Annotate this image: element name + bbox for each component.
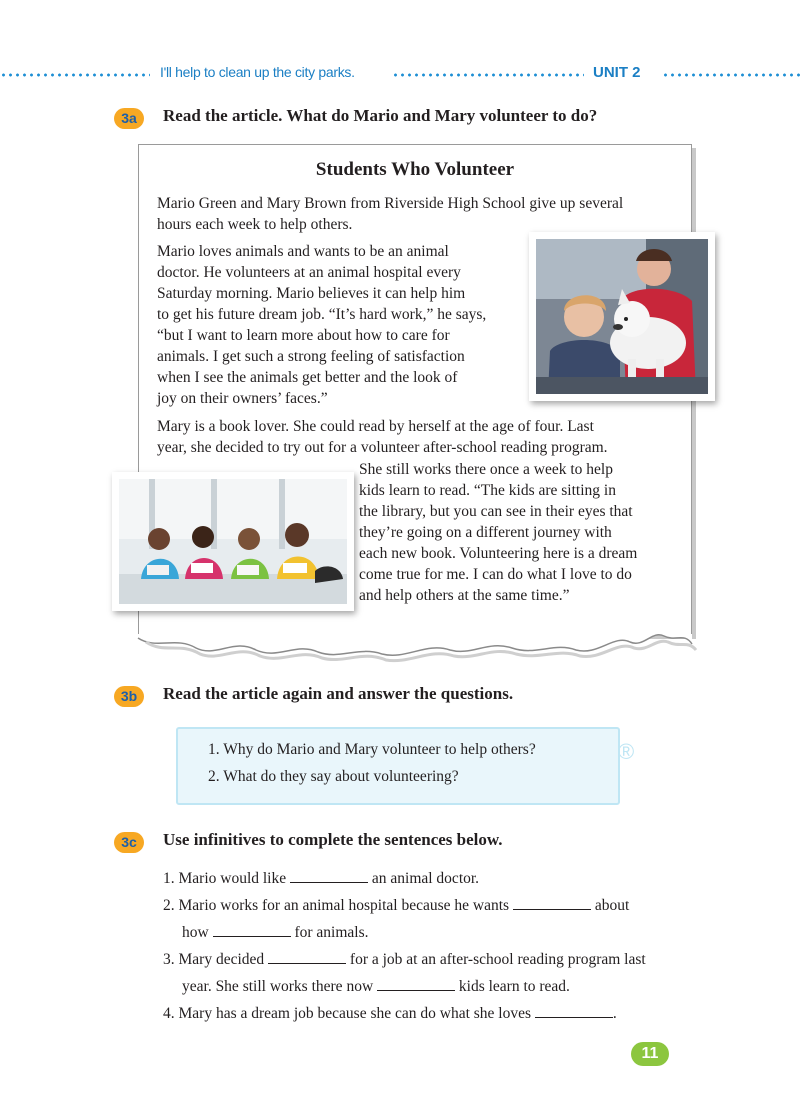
sentence-text: 1. Mario would like bbox=[163, 870, 290, 887]
text-line: joy on their owners’ faces.” bbox=[157, 390, 328, 407]
sentence-text: 3. Mary decided bbox=[163, 951, 269, 968]
answer-blank[interactable] bbox=[213, 922, 291, 937]
answer-blank[interactable] bbox=[377, 976, 455, 991]
article-paragraph-3 bbox=[157, 416, 608, 458]
text-line: She still works there once a week to help bbox=[359, 461, 613, 478]
instruction-3b: Read the article again and answer the questions. bbox=[163, 684, 514, 703]
sentence-text: kids learn to read. bbox=[455, 978, 570, 995]
text-line: Mario Green and Mary Brown from Riverside High School give up several bbox=[157, 195, 624, 212]
sentence-4 bbox=[163, 1003, 617, 1024]
answer-blank[interactable] bbox=[535, 1003, 613, 1018]
text-line: come true for me. I can do what I love to do bbox=[359, 566, 632, 583]
photo-kids-reading bbox=[112, 472, 354, 611]
instruction-3a: Read the article. What do Mario and Mary volunteer to do? bbox=[163, 106, 598, 125]
text-line: they’re going on a different journey with bbox=[359, 524, 612, 541]
page-header bbox=[0, 62, 800, 86]
questions-box bbox=[176, 727, 620, 805]
answer-blank[interactable] bbox=[513, 895, 591, 910]
article-paragraph-2 bbox=[157, 241, 486, 409]
text-line: each new book. Volunteering here is a dream bbox=[359, 545, 638, 562]
header-dots-left bbox=[0, 73, 150, 77]
article-title: Students Who Volunteer bbox=[315, 159, 515, 180]
sentence-text: . bbox=[612, 1005, 617, 1022]
text-line: to get his future dream job. “It’s hard work,” he says, bbox=[157, 306, 487, 323]
text-line: animals. I get such a strong feeling of satisfaction bbox=[157, 348, 465, 365]
sentence-text: 2. Mario works for an animal hospital because he wants bbox=[163, 897, 513, 914]
registered-mark: ® bbox=[618, 739, 635, 764]
header-dots-right bbox=[662, 73, 800, 77]
sentence-text: 4. Mary has a dream job because she can do what she loves bbox=[163, 1005, 535, 1022]
text-line: the library, but you can see in their eyes that bbox=[359, 503, 633, 520]
sentence-3 bbox=[163, 949, 646, 970]
text-line: year, she decided to try out for a volunteer after-school reading program. bbox=[157, 439, 608, 456]
sentence-text: an animal doctor. bbox=[368, 870, 480, 887]
sentence-2-continued bbox=[182, 922, 369, 943]
torn-paper-edge bbox=[136, 620, 698, 664]
header-dots-middle bbox=[392, 73, 584, 77]
question-1: 1. Why do Mario and Mary volunteer to help others? bbox=[208, 741, 536, 758]
sentence-text: for animals. bbox=[290, 924, 369, 941]
text-line: Mary is a book lover. She could read by herself at the age of four. Last bbox=[157, 418, 594, 435]
badge-3c: 3c bbox=[114, 832, 144, 853]
text-line: hours each week to help others. bbox=[157, 216, 353, 233]
instruction-3c: Use infinitives to complete the sentences below. bbox=[163, 830, 503, 849]
header-title: I'll help to clean up the city parks. bbox=[160, 64, 355, 80]
text-line: and help others at the same time.” bbox=[359, 587, 570, 604]
page-number: 11 bbox=[631, 1042, 669, 1066]
article-paragraph-3-continued bbox=[359, 459, 637, 606]
text-line: when I see the animals get better and the look of bbox=[157, 369, 458, 386]
text-line: Mario loves animals and wants to be an animal bbox=[157, 243, 449, 260]
badge-3b: 3b bbox=[114, 686, 144, 707]
text-line: Saturday morning. Mario believes it can help him bbox=[157, 285, 466, 302]
text-line: “but I want to learn more about how to care for bbox=[157, 327, 450, 344]
article-paragraph-1 bbox=[157, 193, 623, 235]
sentence-text: year. She still works there now bbox=[182, 978, 378, 995]
sentence-text: about bbox=[590, 897, 630, 914]
photo-animal-hospital bbox=[529, 232, 715, 401]
text-line: doctor. He volunteers at an animal hospital every bbox=[157, 264, 461, 281]
header-unit: UNIT 2 bbox=[593, 64, 641, 81]
sentence-3-continued bbox=[182, 976, 570, 997]
sentence-2 bbox=[163, 895, 629, 916]
question-2: 2. What do they say about volunteering? bbox=[208, 768, 459, 785]
answer-blank[interactable] bbox=[290, 868, 368, 883]
answer-blank[interactable] bbox=[268, 949, 346, 964]
badge-3a: 3a bbox=[114, 108, 144, 129]
sentence-text: for a job at an after-school reading program last bbox=[346, 951, 646, 968]
sentence-1 bbox=[163, 868, 479, 889]
text-line: kids learn to read. “The kids are sitting in bbox=[359, 482, 616, 499]
sentence-text: how bbox=[182, 924, 213, 941]
